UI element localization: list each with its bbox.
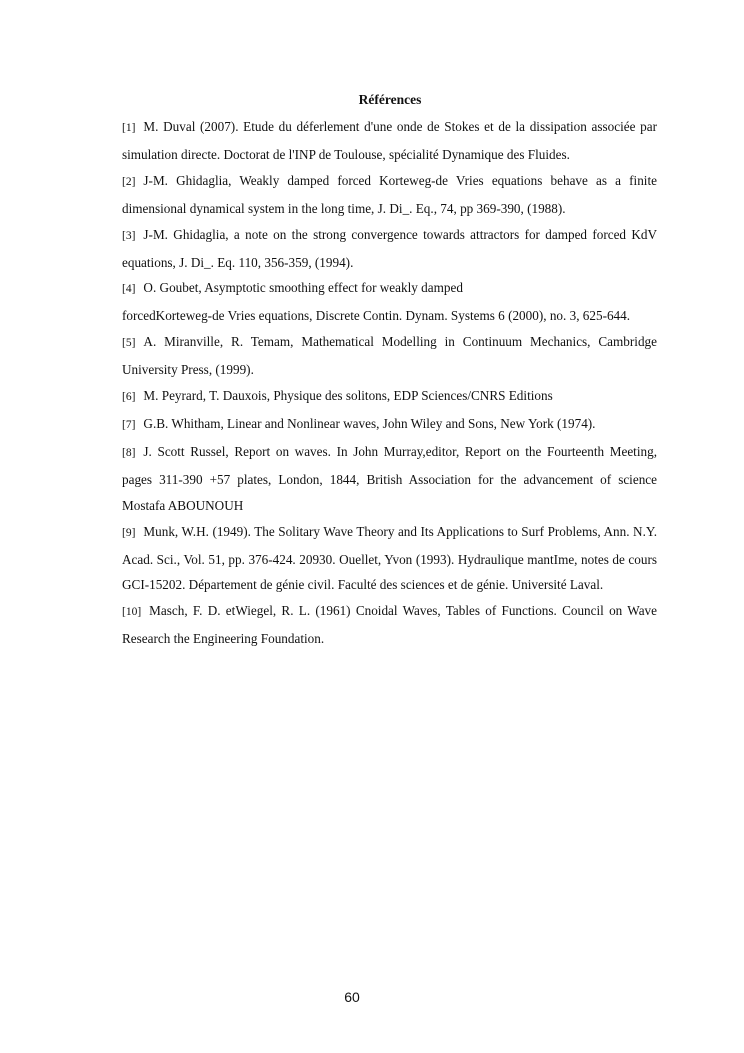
reference-item-10 xyxy=(122,598,657,652)
reference-text: G.B. Whitham, Linear and Nonlinear waves, John Wiley and Sons, New York (1974). xyxy=(143,415,596,431)
reference-item-1 xyxy=(122,114,657,168)
reference-number: [9] xyxy=(122,526,136,539)
reference-number: [7] xyxy=(122,418,136,431)
references-heading: Références xyxy=(358,92,422,107)
reference-list xyxy=(122,114,657,652)
reference-item-4 xyxy=(122,275,657,329)
reference-number: [4] xyxy=(122,283,136,296)
reference-text: J. Scott Russel, Report on waves. In John Murray,editor, Report on the Fourteenth Meeting, pages 311-390 +57 plates, London, 1844, British Association for the advancement of science Mostafa ABOUNOUH xyxy=(122,443,657,513)
reference-text: J-M. Ghidaglia, Weakly damped forced Korteweg-de Vries equations behave as a finite dimensional dynamical system in the long time, J. Di_. Eq., 74, pp 369-390, (1988). xyxy=(122,172,657,216)
reference-number: [6] xyxy=(122,391,136,404)
reference-item-3 xyxy=(122,222,657,276)
reference-item-5 xyxy=(122,329,657,383)
reference-number: [3] xyxy=(122,229,136,242)
reference-number: [2] xyxy=(122,175,136,188)
reference-text: Munk, W.H. (1949). The Solitary Wave Theory and Its Applications to Surf Problems, Ann. N.Y. Acad. Sci., Vol. 51, pp. 376-424. 20930. Ouellet, Yvon (1993). Hydraulique mantIme, notes de cours GCI-15202. Département de génie civil. Faculté des sciences et de génie. Université Laval. xyxy=(122,523,657,593)
reference-item-9 xyxy=(122,519,657,599)
reference-text: Masch, F. D. etWiegel, R. L. (1961) Cnoidal Waves, Tables of Functions. Council on Wave Research the Engineering Foundation. xyxy=(122,603,657,647)
reference-item-6 xyxy=(122,383,657,411)
reference-item-8 xyxy=(122,439,657,519)
reference-text-line-2: forcedKorteweg-de Vries equations, Discrete Contin. Dynam. Systems 6 (2000), no. 3, 625-644. xyxy=(122,308,631,324)
reference-text: A. Miranville, R. Temam, Mathematical Modelling in Continuum Mechanics, Cambridge University Press, (1999). xyxy=(122,334,657,378)
reference-text: J-M. Ghidaglia, a note on the strong convergence towards attractors for damped forced KdV equations, J. Di_. Eq. 110, 356-359, (1994). xyxy=(122,226,657,270)
reference-text-line-1: O. Goubet, Asymptotic smoothing effect for weakly damped xyxy=(143,280,463,296)
reference-number: [1] xyxy=(122,122,136,134)
reference-text: M. Peyrard, T. Dauxois, Physique des solitons, EDP Sciences/CNRS Editions xyxy=(143,388,553,404)
reference-item-7 xyxy=(122,411,657,439)
page-number: 60 xyxy=(344,989,360,1005)
reference-number: [5] xyxy=(122,337,136,350)
reference-number: [10] xyxy=(122,606,142,619)
reference-text: M. Duval (2007). Etude du déferlement d'une onde de Stokes et de la dissipation associée par simulation directe. Doctorat de l'INP de Toulouse, spécialité Dynamique des Fluides. xyxy=(122,119,657,162)
reference-number: [8] xyxy=(122,446,136,459)
reference-item-2 xyxy=(122,168,657,222)
